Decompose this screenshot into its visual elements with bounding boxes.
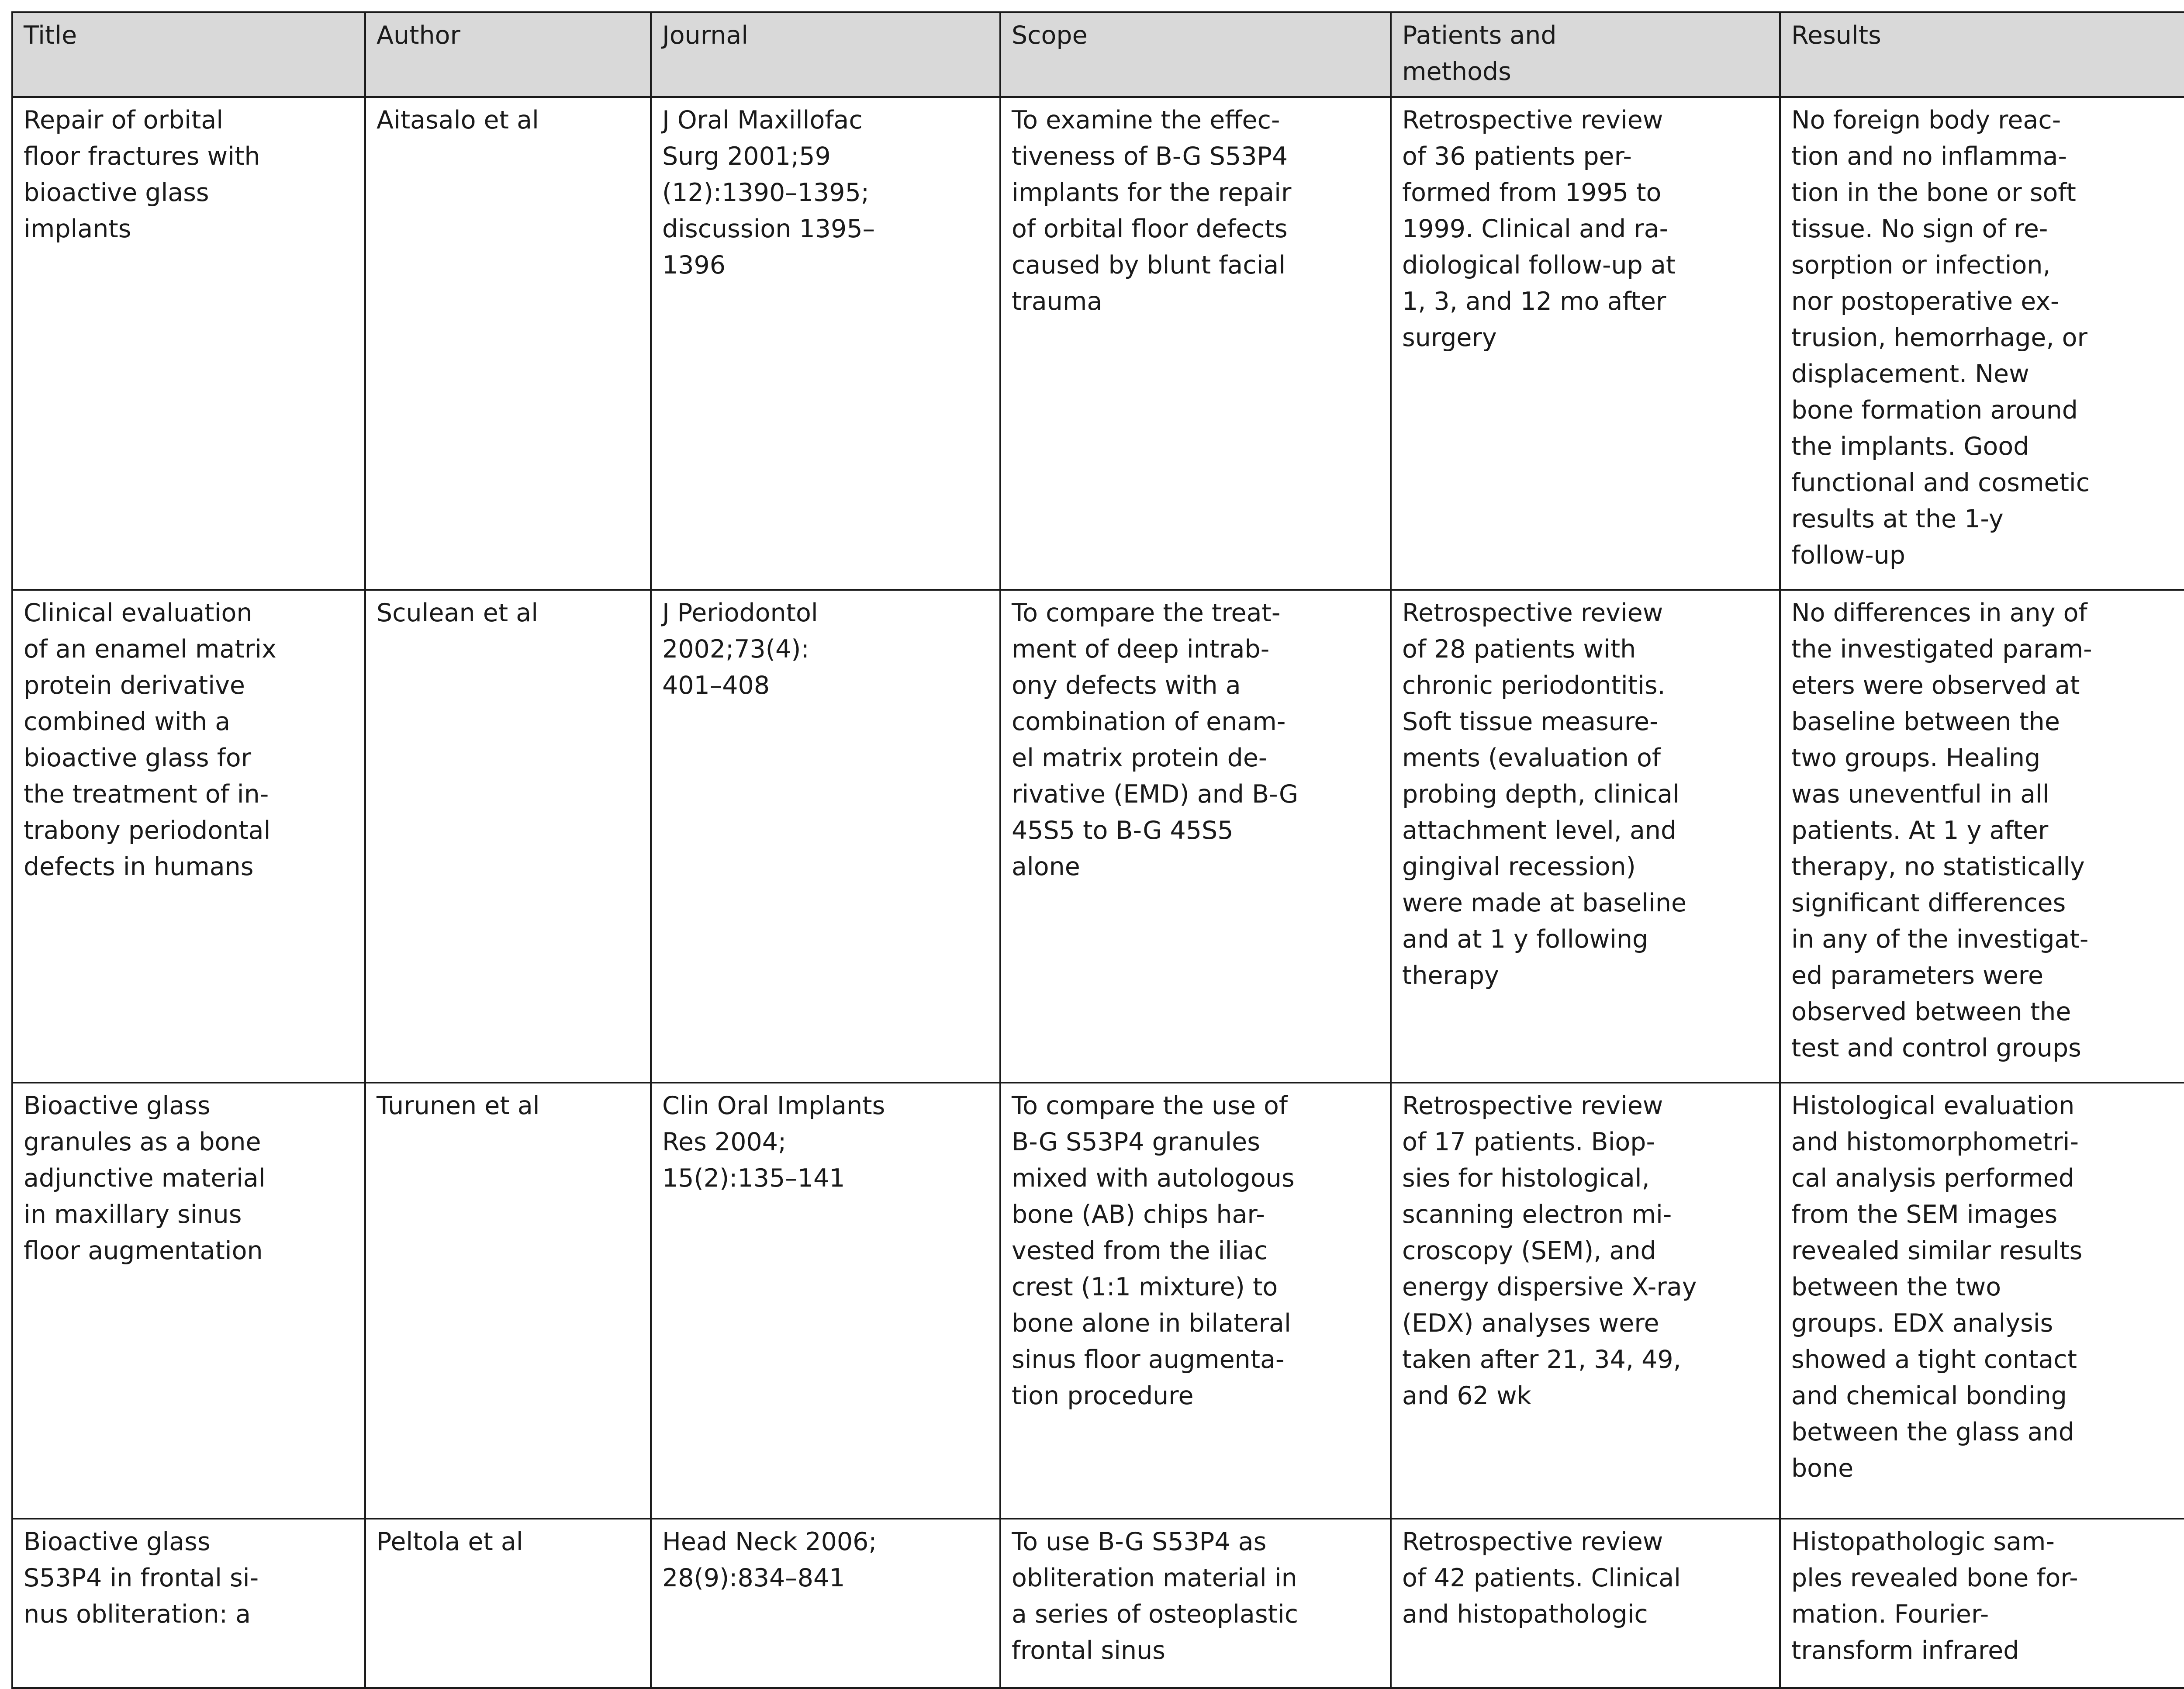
table-row — [12, 590, 2184, 1083]
cell-results: Histological evaluation and histomorphometri- cal analysis performed from the SEM images revealed similar results between the two groups. EDX analysis showed a tight contact and chemical bonding between the glass and bone — [1780, 1083, 2184, 1519]
cell-scope: To use B-G S53P4 as obliteration material in a series of osteoplastic frontal sinus — [1000, 1519, 1391, 1688]
cell-title: Bioactive glass S53P4 in frontal si- nus obliteration: a — [12, 1519, 365, 1688]
table-row — [12, 97, 2184, 590]
cell-methods: Retrospective review of 42 patients. Clinical and histopathologic — [1391, 1519, 1780, 1688]
cell-journal: Head Neck 2006; 28(9):834–841 — [651, 1519, 1000, 1688]
cell-results: No differences in any of the investigated param- eters were observed at baseline between the two groups. Healing was uneventful in all patients. At 1 y after therapy, no statistically significant differences in any of the investigat- ed parameters were observed between the test and control groups — [1780, 590, 2184, 1083]
cell-author: Turunen et al — [365, 1083, 651, 1519]
cell-journal: J Periodontol 2002;73(4): 401–408 — [651, 590, 1000, 1083]
header-author: Author — [365, 12, 651, 97]
cell-results: Histopathologic sam- ples revealed bone for- mation. Fourier- transform infrared — [1780, 1519, 2184, 1688]
cell-results: No foreign body reac- tion and no inflamma- tion in the bone or soft tissue. No sign of re- sorption or infection, nor postoperative ex- trusion, hemorrhage, or displacement. New bone formation around the implants. Good functional and cosmetic results at the 1-y follow-up — [1780, 97, 2184, 590]
table-row — [12, 1519, 2184, 1688]
cell-scope: To compare the use of B-G S53P4 granules mixed with autologous bone (AB) chips har- vested from the iliac crest (1:1 mixture) to bone alone in bilateral sinus floor augmenta- tion procedure — [1000, 1083, 1391, 1519]
document-page — [11, 11, 2184, 1672]
header-row — [12, 12, 2184, 97]
header-results: Results — [1780, 12, 2184, 97]
header-title: Title — [12, 12, 365, 97]
literature-review-table — [11, 11, 2184, 1689]
cell-journal: J Oral Maxillofac Surg 2001;59 (12):1390–1395; discussion 1395– 1396 — [651, 97, 1000, 590]
cell-methods: Retrospective review of 28 patients with chronic periodontitis. Soft tissue measure- ments (evaluation of probing depth, clinical attachment level, and gingival recession) were made at baseline and at 1 y following therapy — [1391, 590, 1780, 1083]
cell-methods: Retrospective review of 36 patients per- formed from 1995 to 1999. Clinical and ra- diological follow-up at 1, 3, and 12 mo after surgery — [1391, 97, 1780, 590]
cell-methods: Retrospective review of 17 patients. Biop- sies for histological, scanning electron mi- croscopy (SEM), and energy dispersive X-ray (EDX) analyses were taken after 21, 34, 49, and 62 wk — [1391, 1083, 1780, 1519]
header-journal: Journal — [651, 12, 1000, 97]
cell-title: Bioactive glass granules as a bone adjunctive material in maxillary sinus floor augmentation — [12, 1083, 365, 1519]
header-scope: Scope — [1000, 12, 1391, 97]
cell-author: Sculean et al — [365, 590, 651, 1083]
cell-journal: Clin Oral Implants Res 2004; 15(2):135–141 — [651, 1083, 1000, 1519]
cell-title: Repair of orbital floor fractures with bioactive glass implants — [12, 97, 365, 590]
cell-scope: To examine the effec- tiveness of B-G S53P4 implants for the repair of orbital floor defects caused by blunt facial trauma — [1000, 97, 1391, 590]
cell-author: Peltola et al — [365, 1519, 651, 1688]
header-patients-methods: Patients and methods — [1391, 12, 1780, 97]
table-row — [12, 1083, 2184, 1519]
cell-author: Aitasalo et al — [365, 97, 651, 590]
cell-title: Clinical evaluation of an enamel matrix protein derivative combined with a bioactive glass for the treatment of in- trabony periodontal defects in humans — [12, 590, 365, 1083]
cell-scope: To compare the treat- ment of deep intrab- ony defects with a combination of enam- el matrix protein de- rivative (EMD) and B-G 45S5 to B-G 45S5 alone — [1000, 590, 1391, 1083]
